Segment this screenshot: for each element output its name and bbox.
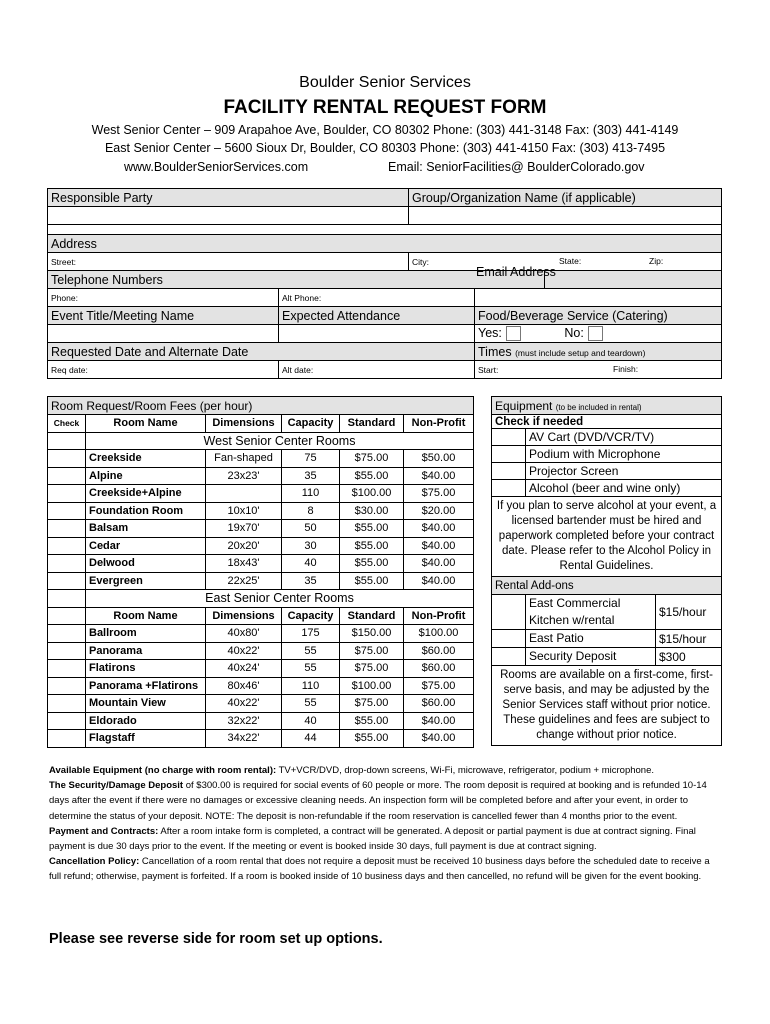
room-standard-fee: $150.00 — [340, 625, 404, 643]
check-spacer — [48, 590, 86, 608]
equipment-title-note: (to be included in rental) — [555, 402, 642, 412]
room-check-box[interactable] — [48, 537, 86, 555]
room-dimensions: 23x23' — [206, 467, 282, 485]
available-equipment-paragraph: Available Equipment (no charge with room rental): TV+VCR/DVD, drop-down screens, Wi-Fi, microwave, refrigerator, podium + microphone. — [49, 765, 655, 776]
equipment-check-box[interactable] — [492, 429, 526, 446]
event-title-field[interactable] — [48, 325, 279, 343]
catering-yes-no — [475, 325, 722, 343]
state-label: State: — [559, 256, 582, 266]
zip-label: Zip: — [649, 256, 664, 266]
equipment-row — [492, 463, 722, 480]
check-if-needed-label: Check if needed — [492, 415, 722, 429]
room-check-box[interactable] — [48, 730, 86, 748]
addon-price: $15/hour — [656, 630, 722, 648]
column-header: Capacity — [282, 415, 340, 433]
room-name: Mountain View — [86, 695, 206, 713]
column-header: Non-Profit — [404, 607, 474, 625]
reverse-side-note: Please see reverse side for room set up options. — [49, 931, 383, 947]
room-nonprofit-fee: $75.00 — [404, 485, 474, 503]
equipment-row — [492, 446, 722, 463]
room-nonprofit-fee: $40.00 — [404, 537, 474, 555]
times-label-cell — [475, 343, 722, 361]
room-name: Evergreen — [86, 572, 206, 590]
room-standard-fee: $100.00 — [340, 677, 404, 695]
table-row — [48, 467, 474, 485]
room-standard-fee: $30.00 — [340, 502, 404, 520]
room-dimensions: 18x43' — [206, 555, 282, 573]
column-header: Room Name — [86, 415, 206, 433]
room-capacity: 55 — [282, 695, 340, 713]
yes-checkbox[interactable] — [506, 326, 521, 341]
room-capacity: 8 — [282, 502, 340, 520]
table-row — [48, 520, 474, 538]
no-label: No: — [564, 325, 584, 340]
table-row — [48, 642, 474, 660]
room-capacity: 55 — [282, 660, 340, 678]
addon-check-box[interactable] — [492, 648, 526, 666]
room-check-box[interactable] — [48, 467, 86, 485]
room-standard-fee: $55.00 — [340, 730, 404, 748]
room-dimensions: 20x20' — [206, 537, 282, 555]
city-label: City: — [412, 256, 430, 267]
room-dimensions: 40x80' — [206, 625, 282, 643]
addon-row — [492, 648, 722, 666]
room-check-box[interactable] — [48, 642, 86, 660]
equipment-item: AV Cart (DVD/VCR/TV) — [526, 429, 722, 446]
spacer-row — [48, 225, 722, 235]
room-name: Panorama +Flatirons — [86, 677, 206, 695]
room-nonprofit-fee: $60.00 — [404, 660, 474, 678]
website-link[interactable]: www.BoulderSeniorServices.com — [124, 160, 309, 174]
room-capacity: 75 — [282, 450, 340, 468]
equipment-header — [492, 397, 722, 415]
room-check-box[interactable] — [48, 502, 86, 520]
room-check-box[interactable] — [48, 677, 86, 695]
room-standard-fee: $75.00 — [340, 695, 404, 713]
group-org-label: Group/Organization Name (if applicable) — [409, 189, 722, 207]
email-field[interactable] — [475, 289, 722, 307]
room-dimensions: 22x25' — [206, 572, 282, 590]
east-center-address: East Senior Center – 5600 Sioux Dr, Boulder, CO 80303 Phone: (303) 441-4150 Fax: (303) 413-7495 — [104, 141, 666, 155]
room-nonprofit-fee: $60.00 — [404, 642, 474, 660]
room-capacity: 30 — [282, 537, 340, 555]
expected-attendance-label: Expected Attendance — [279, 307, 475, 325]
room-name: Flatirons — [86, 660, 206, 678]
address-label: Address — [48, 235, 722, 253]
room-dimensions: 10x10' — [206, 502, 282, 520]
form-title: FACILITY RENTAL REQUEST FORM — [223, 97, 547, 118]
room-nonprofit-fee: $75.00 — [404, 677, 474, 695]
equipment-table — [491, 396, 722, 746]
start-label: Start: — [478, 364, 499, 375]
rooms-title: Room Request/Room Fees (per hour) — [48, 397, 474, 415]
room-name: Delwood — [86, 555, 206, 573]
room-dimensions: Fan-shaped — [206, 450, 282, 468]
table-row — [48, 450, 474, 468]
table-row — [48, 555, 474, 573]
room-nonprofit-fee: $60.00 — [404, 695, 474, 713]
equipment-row — [492, 429, 722, 446]
start-finish-field[interactable] — [475, 361, 722, 379]
room-standard-fee: $55.00 — [340, 712, 404, 730]
room-capacity: 50 — [282, 520, 340, 538]
room-capacity: 35 — [282, 467, 340, 485]
event-title-label: Event Title/Meeting Name — [48, 307, 279, 325]
room-standard-fee: $75.00 — [340, 642, 404, 660]
west-center-title-row — [48, 432, 474, 450]
west-center-address: West Senior Center – 909 Arapahoe Ave, Boulder, CO 80302 Phone: (303) 441-3148 Fax: (303) 441-4149 — [91, 123, 679, 137]
check-spacer — [48, 432, 86, 450]
addon-name: East Commercial Kitchen w/rental — [526, 595, 656, 630]
finish-label: Finish: — [613, 364, 639, 374]
equipment-check-box[interactable] — [492, 463, 526, 480]
column-header: Dimensions — [206, 607, 282, 625]
contact-form — [47, 188, 722, 379]
addon-name: East Patio — [526, 630, 656, 648]
room-nonprofit-fee: $40.00 — [404, 712, 474, 730]
room-dimensions: 40x22' — [206, 695, 282, 713]
table-row — [48, 625, 474, 643]
expected-attendance-field[interactable] — [279, 325, 475, 343]
room-capacity: 40 — [282, 712, 340, 730]
equipment-title: Equipment — [495, 398, 553, 413]
room-name: Creekside — [86, 450, 206, 468]
table-row — [48, 537, 474, 555]
room-dimensions: 19x70' — [206, 520, 282, 538]
responsible-party-label: Responsible Party — [48, 189, 409, 207]
responsible-party-field[interactable] — [48, 207, 409, 225]
column-header: Dimensions — [206, 415, 282, 433]
policies-section — [49, 763, 724, 885]
room-name: Balsam — [86, 520, 206, 538]
no-checkbox[interactable] — [588, 326, 603, 341]
equipment-check-box[interactable] — [492, 480, 526, 497]
equipment-row — [492, 480, 722, 497]
table-row — [48, 695, 474, 713]
organization-name: Boulder Senior Services — [299, 74, 471, 91]
room-nonprofit-fee: $50.00 — [404, 450, 474, 468]
table-row — [48, 712, 474, 730]
room-name: Eldorado — [86, 712, 206, 730]
west-center-title: West Senior Center Rooms — [86, 432, 474, 450]
room-fees-table — [47, 396, 474, 748]
room-capacity: 110 — [282, 677, 340, 695]
phone-field[interactable]: Phone: — [48, 289, 279, 307]
room-check-box[interactable] — [48, 520, 86, 538]
rental-addons-title: Rental Add-ons — [492, 577, 722, 595]
room-name: Foundation Room — [86, 502, 206, 520]
room-capacity: 35 — [282, 572, 340, 590]
column-header: Room Name — [86, 607, 206, 625]
room-standard-fee: $55.00 — [340, 467, 404, 485]
column-header: Standard — [340, 607, 404, 625]
room-name: Cedar — [86, 537, 206, 555]
table-row — [48, 660, 474, 678]
contact-email[interactable]: Email: SeniorFacilities@ BoulderColorado.gov — [388, 160, 645, 174]
room-name: Ballroom — [86, 625, 206, 643]
addon-price: $300 — [656, 648, 722, 666]
room-dimensions: 80x46' — [206, 677, 282, 695]
room-check-box[interactable] — [48, 695, 86, 713]
addon-check-box[interactable] — [492, 630, 526, 648]
room-name: Flagstaff — [86, 730, 206, 748]
column-header: Non-Profit — [404, 415, 474, 433]
payment-paragraph: Payment and Contracts: After a room intake form is completed, a contract will be generated. A deposit or partial payment is due at contract signing. Final payment is due 30 days prior to the event. If the meeting or event is booked inside 30 days, full payment is due at contract signing. — [49, 825, 696, 853]
city-state-zip-field[interactable] — [409, 253, 722, 271]
rooms-column-header — [48, 415, 474, 433]
addons-note: Rooms are available on a first-come, first-serve basis, and may be adjusted by the Senior Services staff without prior notice. These guidelines and fees are subject to change without prior notice. — [492, 666, 722, 746]
addon-row — [492, 595, 722, 630]
requested-date-label: Requested Date and Alternate Date — [48, 343, 475, 361]
telephone-label: Telephone Numbers — [48, 271, 545, 289]
room-capacity: 40 — [282, 555, 340, 573]
room-dimensions — [206, 485, 282, 503]
room-standard-fee: $55.00 — [340, 520, 404, 538]
equipment-check-box[interactable] — [492, 446, 526, 463]
room-standard-fee: $100.00 — [340, 485, 404, 503]
room-capacity: 44 — [282, 730, 340, 748]
deposit-paragraph: The Security/Damage Deposit of $300.00 is required for social events of 60 people or more. The room deposit is required at booking and is refunded 10-14 days after the event if there were no damages or excessive cleaning needs. An inspection form will be completed before and after your event, in order to determine the status of your deposit. NOTE: The deposit is non-refundable if the room reservation is cancelled fewer than 4 months prior to the event. — [49, 780, 707, 822]
alt-date-field[interactable]: Alt date: — [279, 361, 475, 379]
room-check-box[interactable] — [48, 485, 86, 503]
cancellation-paragraph: Cancellation Policy: Cancellation of a room rental that does not require a deposit must be received 10 business days before the scheduled date to receive a full refund; otherwise, payment is forfeited. If a room is booked inside of 10 business days and then cancelled, no refund will be given for the event booking. — [49, 856, 710, 883]
column-header: Capacity — [282, 607, 340, 625]
check-spacer — [48, 607, 86, 625]
room-standard-fee: $55.00 — [340, 537, 404, 555]
equipment-item: Alcohol (beer and wine only) — [526, 480, 722, 497]
room-check-box[interactable] — [48, 625, 86, 643]
times-note: (must include setup and teardown) — [515, 347, 646, 358]
room-standard-fee: $75.00 — [340, 660, 404, 678]
addon-name: Security Deposit — [526, 648, 656, 666]
room-capacity: 55 — [282, 642, 340, 660]
room-nonprofit-fee: $40.00 — [404, 467, 474, 485]
room-dimensions: 32x22' — [206, 712, 282, 730]
email-label-cell — [545, 271, 722, 289]
room-capacity: 175 — [282, 625, 340, 643]
times-label: Times — [478, 344, 512, 359]
alcohol-note: If you plan to serve alcohol at your event, a licensed bartender must be hired and paperwork completed before your contract date. Please refer to the Alcohol Policy in Rental Guidelines. — [492, 497, 722, 577]
room-nonprofit-fee: $20.00 — [404, 502, 474, 520]
room-name: Creekside+Alpine — [86, 485, 206, 503]
addon-check-box[interactable] — [492, 595, 526, 630]
room-check-box[interactable] — [48, 660, 86, 678]
room-dimensions: 40x22' — [206, 642, 282, 660]
room-name: Panorama — [86, 642, 206, 660]
addon-row — [492, 630, 722, 648]
room-nonprofit-fee: $40.00 — [404, 730, 474, 748]
room-nonprofit-fee: $40.00 — [404, 555, 474, 573]
group-org-field[interactable] — [409, 207, 722, 225]
room-nonprofit-fee: $40.00 — [404, 572, 474, 590]
room-standard-fee: $75.00 — [340, 450, 404, 468]
room-standard-fee: $55.00 — [340, 572, 404, 590]
room-check-box[interactable] — [48, 712, 86, 730]
table-row — [48, 485, 474, 503]
table-row — [48, 730, 474, 748]
room-check-box[interactable] — [48, 450, 86, 468]
column-header: Check — [48, 415, 86, 433]
equipment-item: Projector Screen — [526, 463, 722, 480]
room-nonprofit-fee: $100.00 — [404, 625, 474, 643]
addon-price: $15/hour — [656, 595, 722, 630]
equipment-item: Podium with Microphone — [526, 446, 722, 463]
east-column-header — [48, 607, 474, 625]
room-dimensions: 34x22' — [206, 730, 282, 748]
column-header: Standard — [340, 415, 404, 433]
rooms-title-row — [48, 397, 474, 415]
room-capacity: 110 — [282, 485, 340, 503]
room-dimensions: 40x24' — [206, 660, 282, 678]
table-row — [48, 572, 474, 590]
street-field[interactable]: Street: — [48, 253, 409, 271]
req-date-field[interactable]: Req date: — [48, 361, 279, 379]
table-row — [48, 677, 474, 695]
food-beverage-label: Food/Beverage Service (Catering) — [475, 307, 722, 325]
room-nonprofit-fee: $40.00 — [404, 520, 474, 538]
east-center-title: East Senior Center Rooms — [86, 590, 474, 608]
alt-phone-field[interactable]: Alt Phone: — [279, 289, 475, 307]
room-check-box[interactable] — [48, 572, 86, 590]
room-check-box[interactable] — [48, 555, 86, 573]
yes-label: Yes: — [478, 325, 502, 340]
east-center-title-row — [48, 590, 474, 608]
table-row — [48, 502, 474, 520]
room-name: Alpine — [86, 467, 206, 485]
room-standard-fee: $55.00 — [340, 555, 404, 573]
email-address-label: Email Address — [476, 265, 556, 279]
